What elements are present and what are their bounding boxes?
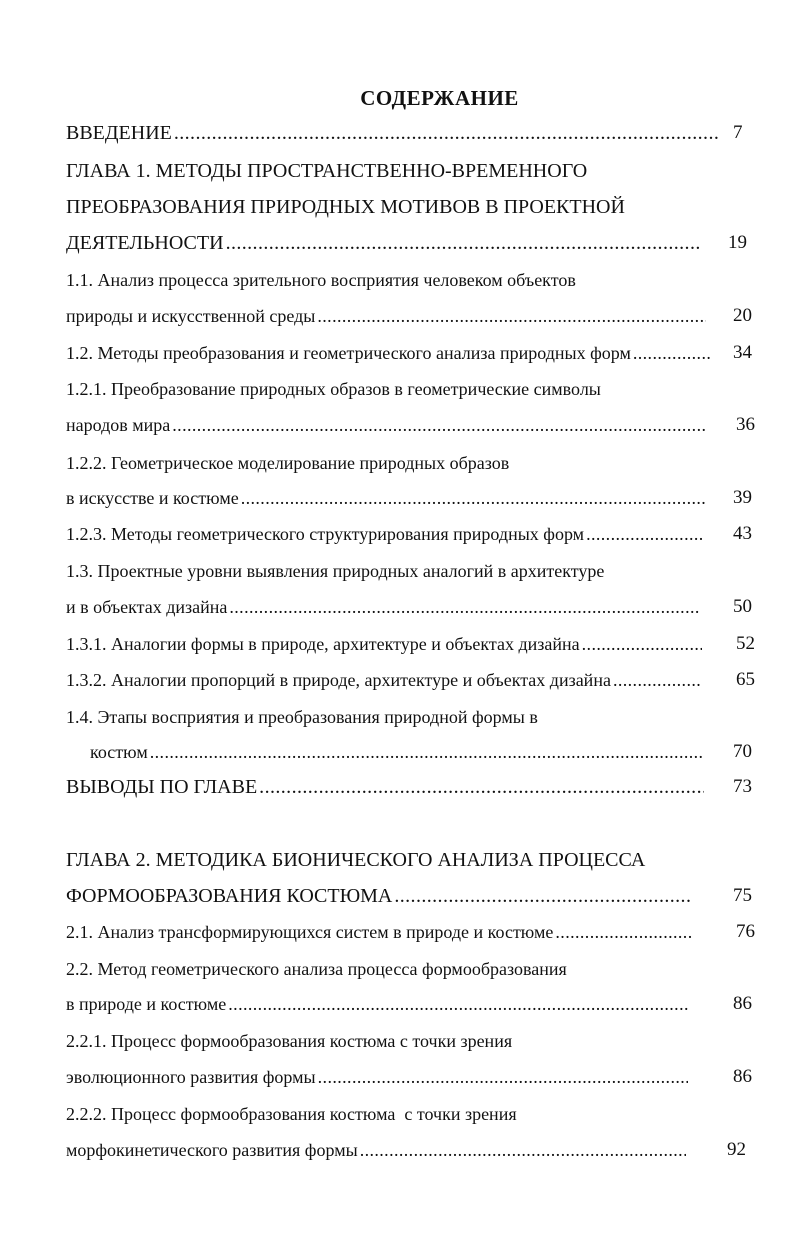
toc-entry-2-2-1[interactable] xyxy=(66,1026,512,1056)
toc-page-number: 86 xyxy=(733,1066,752,1087)
toc-entry-1-2-3[interactable] xyxy=(66,519,702,549)
toc-page-number: 52 xyxy=(736,633,755,654)
toc-page-number: 34 xyxy=(733,342,752,363)
toc-entry-title: костюм xyxy=(90,742,148,762)
toc-entry-chapter-2[interactable] xyxy=(66,845,645,875)
toc-entry-1-2-2-line-2 xyxy=(66,483,706,513)
dot-leader xyxy=(613,665,702,695)
toc-page-number: 39 xyxy=(733,487,752,508)
toc-entry-title: и в объектах дизайна xyxy=(66,597,228,617)
toc-page-number: 75 xyxy=(733,885,752,906)
toc-entry-1-4-line-2 xyxy=(90,737,702,767)
dot-leader xyxy=(360,1135,686,1165)
toc-entry-2-2-line-2 xyxy=(66,989,688,1019)
toc-page-number: 65 xyxy=(736,669,755,690)
dot-leader xyxy=(318,1062,688,1092)
toc-entry-title: 2.1. Анализ трансформирующихся систем в природе и костюме xyxy=(66,922,554,942)
toc-entry-1-2-1-line-2 xyxy=(66,410,706,440)
toc-entry-title: 2.2. Метод геометрического анализа процесса формообразования xyxy=(66,959,567,979)
toc-entry-2-1[interactable] xyxy=(66,917,692,947)
toc-entry-1-2-1[interactable] xyxy=(66,374,601,404)
toc-entry-title: ГЛАВА 2. МЕТОДИКА БИОНИЧЕСКОГО АНАЛИЗА ПРОЦЕССА xyxy=(66,849,646,871)
toc-page-number: 50 xyxy=(733,596,752,617)
dot-leader xyxy=(317,301,706,331)
toc-entry-1-3-line-2 xyxy=(66,592,700,622)
toc-entry-chapter-1-line-3 xyxy=(66,228,700,258)
toc-entry-title: 1.2.3. Методы геометрического структурирования природных форм xyxy=(66,524,585,544)
toc-page-number: 36 xyxy=(736,414,755,435)
toc-entry-chapter-1-line-2 xyxy=(66,192,625,222)
toc-entry-1-1[interactable] xyxy=(66,265,576,295)
toc-entry-2-2-1-line-2 xyxy=(66,1062,688,1092)
toc-page-number: 73 xyxy=(733,776,752,797)
dot-leader xyxy=(172,410,706,440)
toc-page-number: 76 xyxy=(736,921,755,942)
toc-entry-title: ДЕЯТЕЛЬНОСТИ xyxy=(66,232,224,254)
toc-entry-1-1-line-2 xyxy=(66,301,706,331)
toc-page-number: 20 xyxy=(733,305,752,326)
toc-entry-introduction[interactable] xyxy=(66,118,718,148)
toc-heading: СОДЕРЖАНИЕ xyxy=(360,86,519,110)
toc-entry-title: 1.3. Проектные уровни выявления природных аналогий в архитектуре xyxy=(66,561,605,581)
toc-entry-title: ВЫВОДЫ ПО ГЛАВЕ xyxy=(66,776,258,798)
toc-page-number: 7 xyxy=(733,122,743,143)
toc-entry-2-2-2-line-2 xyxy=(66,1135,686,1165)
toc-entry-title: народов мира xyxy=(66,415,171,435)
toc-page-number: 70 xyxy=(733,741,752,762)
toc-entry-title: ПРЕОБРАЗОВАНИЯ ПРИРОДНЫХ МОТИВОВ В ПРОЕКТНОЙ xyxy=(66,196,625,218)
toc-page-number: 92 xyxy=(727,1139,746,1160)
toc-entry-2-2[interactable] xyxy=(66,954,567,984)
toc-entry-2-2-2[interactable] xyxy=(66,1099,517,1129)
dot-leader xyxy=(633,338,711,368)
toc-entry-title: ГЛАВА 1. МЕТОДЫ ПРОСТРАНСТВЕННО-ВРЕМЕННОГО xyxy=(66,160,588,182)
toc-entry-title: 2.2.1. Процесс формообразования костюма с точки зрения xyxy=(66,1031,513,1051)
dot-leader xyxy=(228,989,688,1019)
dot-leader xyxy=(555,917,692,947)
toc-entry-1-2-2[interactable] xyxy=(66,448,509,478)
toc-entry-title: 1.2. Методы преобразования и геометрического анализа природных форм xyxy=(66,343,631,363)
toc-entry-1-2[interactable] xyxy=(66,338,711,368)
dot-leader xyxy=(229,592,700,622)
toc-entry-chapter-2-line-2 xyxy=(66,881,690,911)
toc-entry-title: морфокинетического развития формы xyxy=(66,1140,358,1160)
toc-entry-1-3-2[interactable] xyxy=(66,665,702,695)
toc-page-number: 86 xyxy=(733,993,752,1014)
toc-entry-title: 1.3.1. Аналогии формы в природе, архитектуре и объектах дизайна xyxy=(66,634,580,654)
toc-page-number: 19 xyxy=(728,232,747,253)
toc-entry-chapter-1[interactable] xyxy=(66,156,587,186)
dot-leader xyxy=(582,629,702,659)
toc-entry-title: ФОРМООБРАЗОВАНИЯ КОСТЮМА xyxy=(66,885,393,907)
toc-entry-chapter-1-conclusions[interactable] xyxy=(66,772,704,802)
toc-entry-title: 1.3.2. Аналогии пропорций в природе, архитектуре и объектах дизайна xyxy=(66,670,611,690)
dot-leader xyxy=(150,737,702,767)
toc-entry-title: природы и искусственной среды xyxy=(66,306,316,326)
toc-entry-title: 1.4. Этапы восприятия и преобразования природной формы в xyxy=(66,707,538,727)
dot-leader xyxy=(586,519,702,549)
toc-entry-title: эволюционного развития формы xyxy=(66,1067,316,1087)
toc-page-number: 43 xyxy=(733,523,752,544)
toc-entry-title: в природе и костюме xyxy=(66,994,227,1014)
dot-leader xyxy=(259,772,704,802)
toc-entry-title: в искусстве и костюме xyxy=(66,488,239,508)
toc-entry-title: ВВЕДЕНИЕ xyxy=(66,122,172,144)
toc-entry-1-3-1[interactable] xyxy=(66,629,702,659)
toc-entry-title: 1.1. Анализ процесса зрительного восприятия человеком объектов xyxy=(66,270,576,290)
dot-leader xyxy=(394,881,690,911)
toc-entry-title: 1.2.2. Геометрическое моделирование природных образов xyxy=(66,453,510,473)
toc-entry-1-3[interactable] xyxy=(66,556,604,586)
dot-leader xyxy=(226,228,700,258)
dot-leader xyxy=(241,483,706,513)
toc-entry-title: 1.2.1. Преобразование природных образов в геометрические символы xyxy=(66,379,601,399)
dot-leader xyxy=(174,118,718,148)
toc-entry-1-4[interactable] xyxy=(66,702,538,732)
toc-entry-title: 2.2.2. Процесс формообразования костюма с точки зрения xyxy=(66,1104,517,1124)
